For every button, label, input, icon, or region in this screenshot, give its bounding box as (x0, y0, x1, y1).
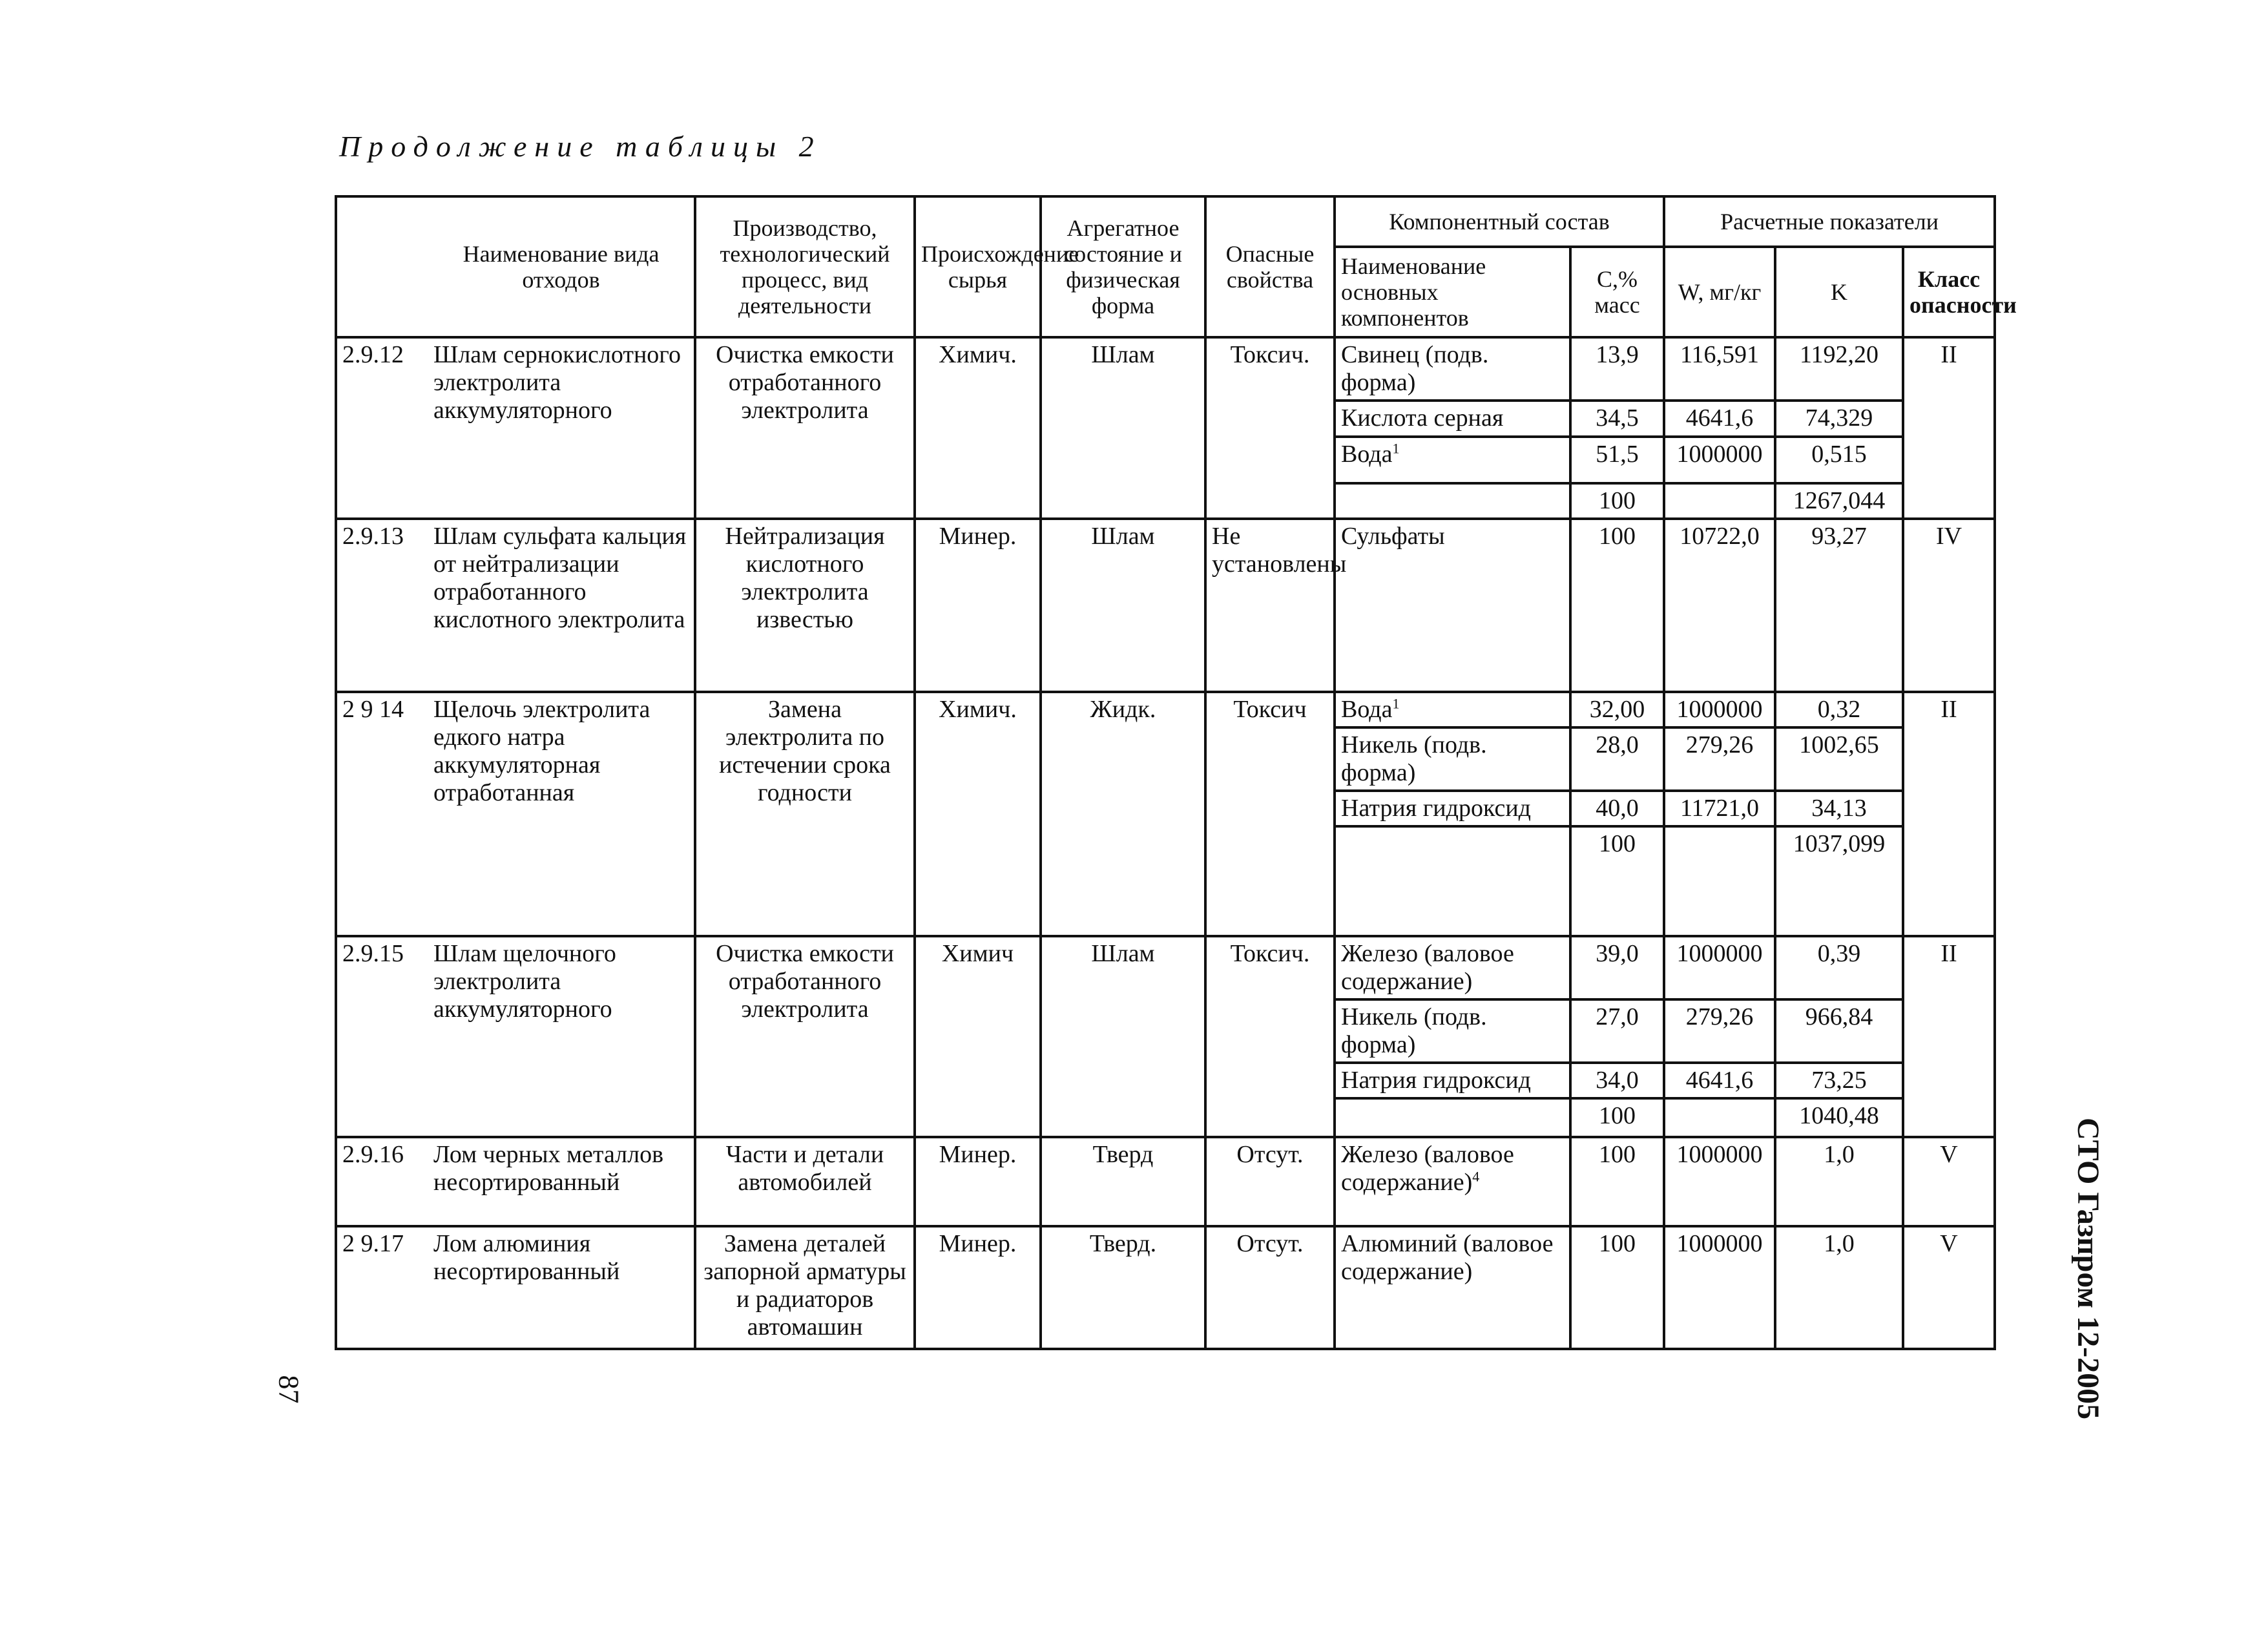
header-k: K (1775, 247, 1903, 337)
row-code: 2.9.15 (336, 936, 428, 1137)
component-name-empty (1335, 1098, 1570, 1137)
header-state: Агрегатное состояние и физическая форма (1041, 196, 1205, 337)
component-name (1335, 437, 1570, 483)
row-name: Лом черных металлов несортированный (428, 1137, 695, 1226)
header-conc: C,% масс (1570, 247, 1664, 337)
row-class: V (1903, 1137, 1995, 1226)
component-name-empty (1335, 483, 1570, 519)
component-name: Алюминий (валовое содержание) (1335, 1226, 1570, 1349)
row-class: II (1903, 337, 1995, 519)
header-origin: Происхождение сырья (915, 196, 1041, 337)
row-production: Части и детали автомобилей (695, 1137, 915, 1226)
component-name: Сульфаты (1335, 519, 1570, 692)
total-conc: 100 (1570, 483, 1664, 519)
total-k: 1040,48 (1775, 1098, 1903, 1137)
component-conc: 13,9 (1570, 337, 1664, 401)
row-origin: Химич. (915, 692, 1041, 936)
row-state: Тверд. (1041, 1226, 1205, 1349)
component-name: Свинец (подв. форма) (1335, 337, 1570, 401)
header-production: Производство, технологический процесс, вид деятельности (695, 196, 915, 337)
component-conc: 32,00 (1570, 692, 1664, 727)
row-hazard: Токсич (1205, 692, 1335, 936)
component-k: 34,13 (1775, 791, 1903, 826)
component-w: 1000000 (1664, 936, 1775, 999)
page-number: 87 (273, 1375, 305, 1404)
component-w: 4641,6 (1664, 401, 1775, 437)
row-state: Жидк. (1041, 692, 1205, 936)
total-w-empty (1664, 483, 1775, 519)
row-production: Замена деталей запорной арматуры и радиаторов автомашин (695, 1226, 915, 1349)
header-calc: Расчетные показатели (1664, 196, 1995, 247)
component-k: 1,0 (1775, 1226, 1903, 1349)
component-k: 1192,20 (1775, 337, 1903, 401)
component-conc: 100 (1570, 1137, 1664, 1226)
row-code: 2.9.16 (336, 1137, 428, 1226)
component-conc: 40,0 (1570, 791, 1664, 826)
total-k: 1037,099 (1775, 826, 1903, 936)
document-id: СТО Газпром 12-2005 (2071, 1118, 2105, 1420)
row-class: II (1903, 936, 1995, 1137)
component-w: 10722,0 (1664, 519, 1775, 692)
total-w-empty (1664, 1098, 1775, 1137)
total-conc: 100 (1570, 1098, 1664, 1137)
row-class: IV (1903, 519, 1995, 692)
total-conc: 100 (1570, 826, 1664, 936)
row-name: Шлам сульфата кальция от нейтрализации отработанного кислотного электролита (428, 519, 695, 692)
component-w: 1000000 (1664, 437, 1775, 483)
component-name-empty (1335, 826, 1570, 936)
component-conc: 28,0 (1570, 727, 1664, 791)
component-conc: 39,0 (1570, 936, 1664, 999)
row-name: Щелочь электролита едкого натра аккумуляторная отработанная (428, 692, 695, 936)
header-component-name: Наименование основных компонентов (1335, 247, 1570, 337)
component-k: 1002,65 (1775, 727, 1903, 791)
row-production: Замена электролита по истечении срока годности (695, 692, 915, 936)
row-name: Шлам сернокислотного электролита аккумуляторного (428, 337, 695, 519)
row-hazard: Отсут. (1205, 1226, 1335, 1349)
row-origin: Минер. (915, 1226, 1041, 1349)
component-k: 0,39 (1775, 936, 1903, 999)
row-code: 2 9.17 (336, 1226, 428, 1349)
row-class: V (1903, 1226, 1995, 1349)
component-name: Натрия гидроксид (1335, 791, 1570, 826)
component-w: 1000000 (1664, 692, 1775, 727)
row-production: Нейтрализация кислотного электролита известью (695, 519, 915, 692)
row-state: Шлам (1041, 519, 1205, 692)
component-w: 1000000 (1664, 1137, 1775, 1226)
component-name: Кислота серная (1335, 401, 1570, 437)
component-w: 4641,6 (1664, 1063, 1775, 1098)
component-w: 116,591 (1664, 337, 1775, 401)
table-caption: Продолжение таблицы 2 (339, 130, 822, 163)
component-k: 74,329 (1775, 401, 1903, 437)
component-w: 279,26 (1664, 999, 1775, 1063)
component-w: 1000000 (1664, 1226, 1775, 1349)
header-code (336, 196, 428, 337)
component-k: 0,515 (1775, 437, 1903, 483)
component-conc: 100 (1570, 1226, 1664, 1349)
waste-table (335, 195, 2017, 1350)
row-production: Очистка емкости отработанного электролита (695, 337, 915, 519)
component-name: Натрия гидроксид (1335, 1063, 1570, 1098)
component-name-text: Вода (1341, 696, 1393, 723)
component-name-text: Железо (валовое содержание) (1341, 1141, 1514, 1196)
row-origin: Химич. (915, 337, 1041, 519)
component-name (1335, 1137, 1570, 1226)
component-w: 11721,0 (1664, 791, 1775, 826)
row-code: 2.9.12 (336, 337, 428, 519)
component-conc: 34,0 (1570, 1063, 1664, 1098)
row-state: Тверд (1041, 1137, 1205, 1226)
component-name: Никель (подв. форма) (1335, 999, 1570, 1063)
component-k: 93,27 (1775, 519, 1903, 692)
component-conc: 100 (1570, 519, 1664, 692)
component-conc: 34,5 (1570, 401, 1664, 437)
row-hazard: Токсич. (1205, 337, 1335, 519)
component-w: 279,26 (1664, 727, 1775, 791)
row-name: Шлам щелочного электролита аккумуляторного (428, 936, 695, 1137)
component-name (1335, 692, 1570, 727)
component-conc: 27,0 (1570, 999, 1664, 1063)
row-class: II (1903, 692, 1995, 936)
component-k: 966,84 (1775, 999, 1903, 1063)
row-name: Лом алюминия несортированный (428, 1226, 695, 1349)
row-hazard: Токсич. (1205, 936, 1335, 1137)
row-origin: Минер. (915, 519, 1041, 692)
component-name: Никель (подв. форма) (1335, 727, 1570, 791)
total-k: 1267,044 (1775, 483, 1903, 519)
header-hazard: Опасные свойства (1205, 196, 1335, 337)
footnote-mark: 4 (1472, 1168, 1480, 1185)
row-state: Шлам (1041, 936, 1205, 1137)
component-name: Железо (валовое содержание) (1335, 936, 1570, 999)
row-origin: Химич (915, 936, 1041, 1137)
footnote-mark: 1 (1392, 695, 1400, 712)
component-k: 73,25 (1775, 1063, 1903, 1098)
footnote-mark: 1 (1392, 440, 1400, 457)
component-name-text: Вода (1341, 441, 1393, 468)
component-conc: 51,5 (1570, 437, 1664, 483)
row-code: 2 9 14 (336, 692, 428, 936)
row-hazard: Отсут. (1205, 1137, 1335, 1226)
row-production: Очистка емкости отработанного электролита (695, 936, 915, 1137)
row-hazard: Не установлены (1205, 519, 1335, 692)
total-w-empty (1664, 826, 1775, 936)
component-k: 1,0 (1775, 1137, 1903, 1226)
row-state: Шлам (1041, 337, 1205, 519)
header-class: Класс опасности (1903, 247, 1995, 337)
header-name: Наименование вида отходов (428, 196, 695, 337)
row-origin: Минер. (915, 1137, 1041, 1226)
row-code: 2.9.13 (336, 519, 428, 692)
header-composition: Компонентный состав (1335, 196, 1664, 247)
component-k: 0,32 (1775, 692, 1903, 727)
header-w: W, мг/кг (1664, 247, 1775, 337)
